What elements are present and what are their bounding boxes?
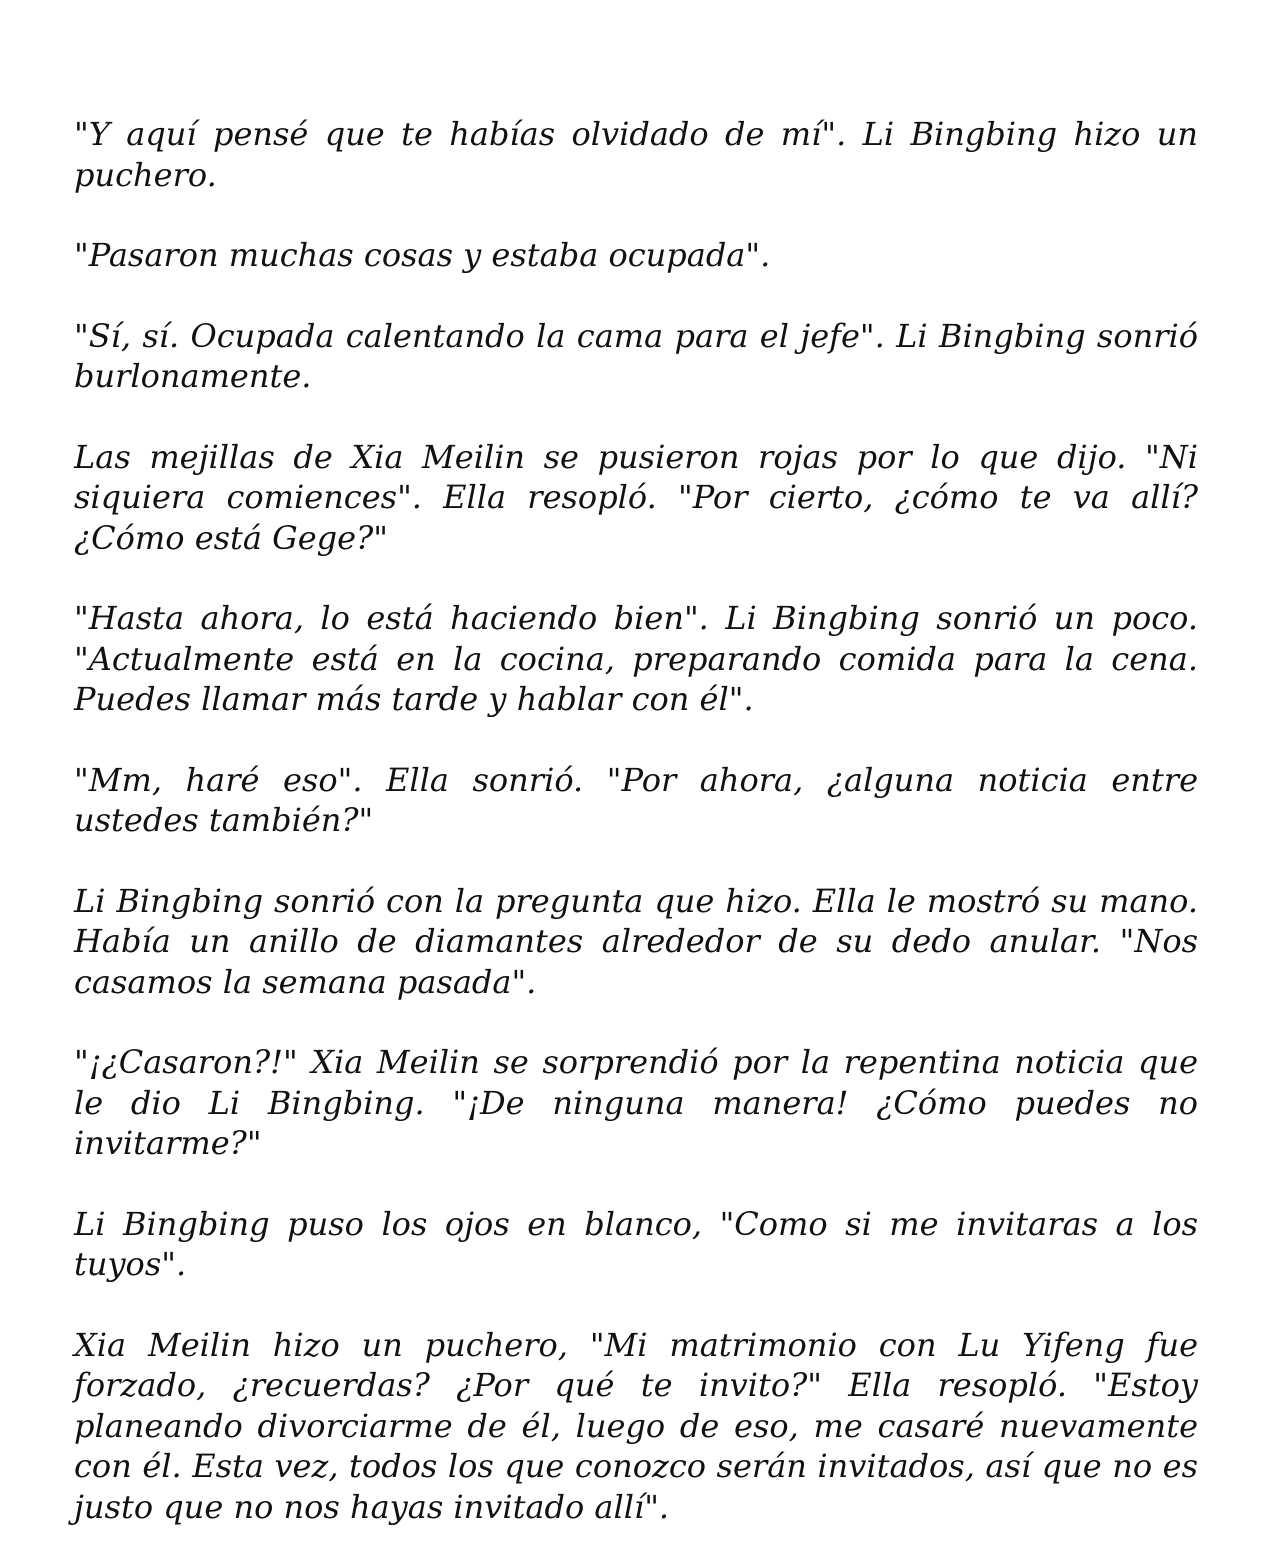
paragraph-3: "Sí, sí. Ocupada calentando la cama para el jefe". Li Bingbing sonrió burlonamente. — [74, 316, 1198, 395]
paragraph-8: "¡¿Casaron?!" Xia Meilin se sorprendió por la repentina noticia que le dio Li Bingbing. "¡De ninguna manera! ¿Cómo puedes no invitarme?" — [74, 1043, 1198, 1162]
paragraph-6: "Mm, haré eso". Ella sonrió. "Por ahora, ¿alguna noticia entre ustedes también?" — [74, 760, 1198, 839]
paragraph-4: Las mejillas de Xia Meilin se pusieron rojas por lo que dijo. "Ni siquiera comiences". Ella resopló. "Por cierto, ¿cómo te va allí? ¿Cómo está Gege?" — [74, 437, 1198, 557]
paragraph-7: Li Bingbing sonrió con la pregunta que hizo. Ella le mostró su mano. Había un anillo de diamantes alrededor de su dedo anular. "Nos casamos la semana pasada". — [74, 881, 1198, 1001]
document-page — [74, 114, 1198, 1527]
paragraph-10: Xia Meilin hizo un puchero, "Mi matrimonio con Lu Yifeng fue forzado, ¿recuerdas? ¿Por qué te invito?" Ella resopló. "Estoy planeando divorciarme de él, luego de eso, me casaré nuevamente con él. Esta vez, todos los que conozco serán invitados, así que no es justo que no nos hayas invitado allí". — [74, 1325, 1198, 1526]
paragraph-5: "Hasta ahora, lo está haciendo bien". Li Bingbing sonrió un poco. "Actualmente está en la cocina, preparando comida para la cena. Puedes llamar más tarde y hablar con él". — [74, 599, 1198, 718]
paragraph-9: Li Bingbing puso los ojos en blanco, "Como si me invitaras a los tuyos". — [74, 1204, 1198, 1283]
paragraph-2: "Pasaron muchas cosas y estaba ocupada". — [74, 236, 771, 274]
paragraph-1: "Y aquí pensé que te habías olvidado de mí". Li Bingbing hizo un puchero. — [74, 115, 1198, 194]
